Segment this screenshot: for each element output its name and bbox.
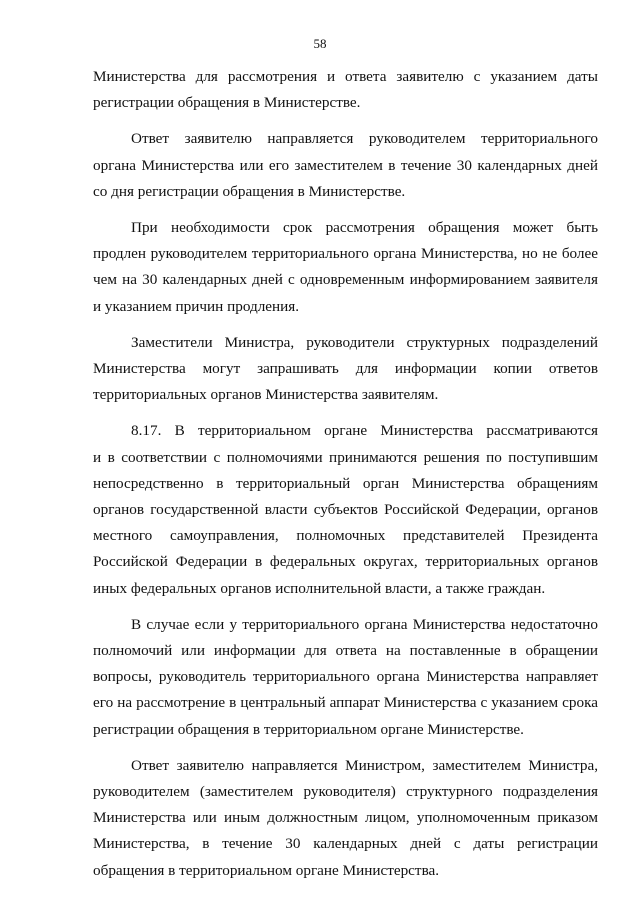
text-line: Ответ заявителю направляется Министром, заместителем Министра, (131, 756, 598, 774)
paragraph-gap (93, 602, 598, 612)
text-line: чем на 30 календарных дней с одновременным информированием заявителя (93, 271, 598, 289)
paragraph-gap (93, 205, 598, 215)
text-line: В случае если у территориального органа Министерства недостаточно (131, 615, 598, 633)
text-line: Российской Федерации в федеральных округах, территориальных органов (93, 553, 598, 571)
text-line: регистрации обращения в территориальном органе Министерстве. (93, 720, 524, 738)
paragraph-gap (93, 116, 598, 126)
text-line: Министерства, в течение 30 календарных дней с даты регистрации (93, 835, 598, 853)
text-line: непосредственно в территориальный орган Министерства обращениям (93, 474, 598, 492)
text-line: Ответ заявителю направляется руководителем территориального (131, 130, 598, 148)
text-line: регистрации обращения в Министерстве. (93, 94, 361, 112)
paragraph (93, 64, 598, 116)
text-line: и в соответствии с полномочиями принимаются решения по поступившим (93, 448, 598, 466)
text-line: руководителем (заместителем руководителя) структурного подразделения (93, 783, 598, 801)
text-line: продлен руководителем территориального органа Министерства, но не более (93, 245, 598, 263)
text-line: 8.17. В территориальном органе Министерства рассматриваются (131, 422, 598, 440)
text-line: Министерства могут запрашивать для информации копии ответов (93, 360, 598, 378)
text-line: обращения в территориальном органе Министерства. (93, 861, 440, 879)
paragraph (93, 126, 598, 205)
paragraph-gap (93, 320, 598, 330)
paragraph (93, 330, 598, 409)
text-line: органов государственной власти субъектов Российской Федерации, органов (93, 501, 598, 519)
text-line: территориальных органов Министерства заявителям. (93, 386, 439, 404)
text-line: Министерства для рассмотрения и ответа заявителю с указанием даты (93, 68, 598, 85)
text-line: и указанием причин продления. (93, 297, 300, 315)
text-line: иных федеральных органов исполнительной власти, а также граждан. (93, 579, 546, 597)
text-line: Заместители Министра, руководители структурных подразделений (131, 333, 598, 351)
paragraph-gap (93, 408, 598, 418)
paragraph (93, 612, 598, 743)
paragraph-gap (93, 743, 598, 753)
text-line: местного самоуправления, полномочных представителей Президента (93, 527, 598, 545)
text-line: со дня регистрации обращения в Министерстве. (93, 182, 406, 200)
paragraph (93, 753, 598, 884)
text-line: При необходимости срок рассмотрения обращения может быть (131, 219, 598, 237)
text-line: вопросы, руководитель территориального органа Министерства направляет (93, 668, 598, 686)
page-number: 58 (313, 36, 327, 51)
text-line: полномочий или информации для ответа на поставленные в обращении (93, 642, 598, 660)
paragraph (93, 215, 598, 320)
text-line: его на рассмотрение в центральный аппарат Министерства с указанием срока (93, 694, 598, 712)
text-line: органа Министерства или его заместителем в течение 30 календарных дней (93, 156, 598, 174)
text-line: Министерства или иным должностным лицом, уполномоченным приказом (93, 809, 598, 827)
paragraph (93, 418, 598, 601)
document-body (93, 64, 598, 884)
